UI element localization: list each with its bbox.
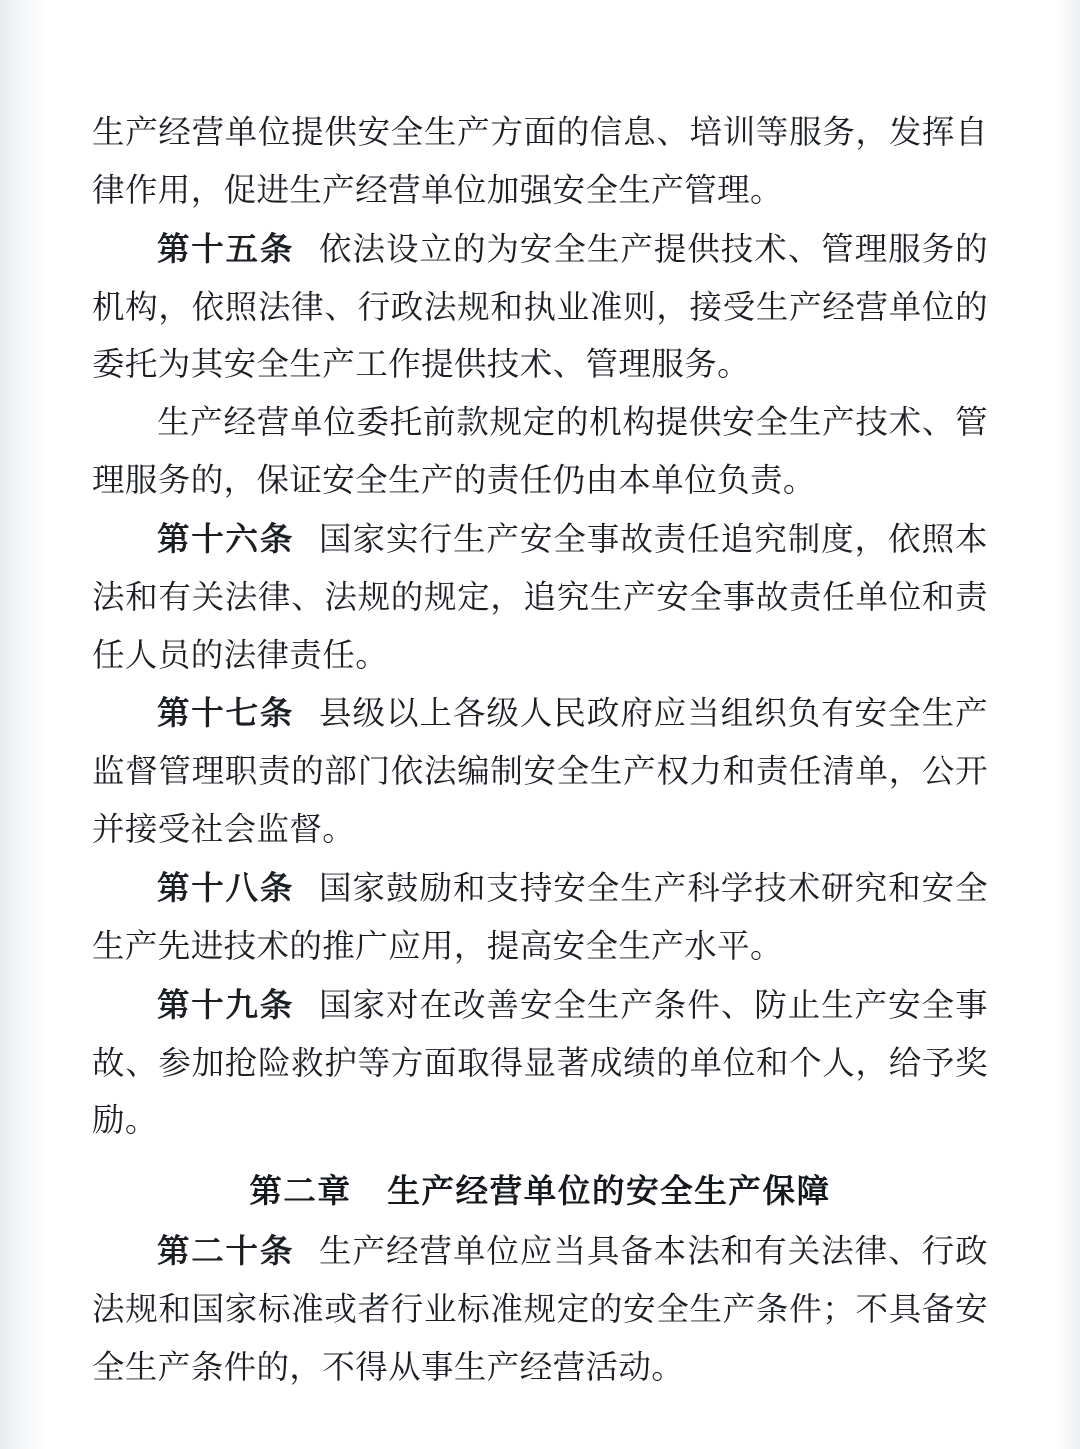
article-label-19: 第十九条 [157, 984, 295, 1024]
paragraph-article-15-second: 生产经营单位委托前款规定的机构提供安全生产技术、管理服务的，保证安全生产的责任仍由本单位负责。 [92, 403, 988, 500]
paragraph-article-19 [92, 976, 988, 1151]
chapter-title: 生产经营单位的安全生产保障 [387, 1171, 831, 1211]
article-text-17: 县级以上各级人民政府应当组织负有安全生产监督管理职责的部门依法编制安全生产权力和责任清单，公开并接受社会监督。 [92, 694, 988, 849]
article-text-16: 国家实行生产安全事故责任追究制度，依照本法和有关法律、法规的规定，追究生产安全事故责任单位和责任人员的法律责任。 [92, 519, 988, 674]
paragraph-article-15 [92, 220, 988, 395]
article-label-18: 第十八条 [157, 867, 295, 907]
paragraph-article-17 [92, 684, 988, 859]
article-text-19: 国家对在改善安全生产条件、防止生产安全事故、参加抢险救护等方面取得显著成绩的单位和个人，给予奖励。 [92, 985, 988, 1140]
article-text-15: 依法设立的为安全生产提供技术、管理服务的机构，依照法律、行政法规和执业准则，接受生产经营单位的委托为其安全生产工作提供技术、管理服务。 [92, 229, 988, 384]
paragraph-article-18 [92, 859, 988, 976]
article-text-20: 生产经营单位应当具备本法和有关法律、行政法规和国家标准或者行业标准规定的安全生产条件；不具备安全生产条件的，不得从事生产经营活动。 [92, 1232, 988, 1386]
article-label-17: 第十七条 [157, 693, 295, 733]
article-label-16: 第十六条 [157, 518, 295, 558]
chapter-number: 第二章 [249, 1171, 352, 1211]
article-label-20: 第二十条 [157, 1231, 295, 1271]
paragraph-article-16 [92, 510, 988, 685]
paragraph-article-20 [92, 1222, 988, 1397]
paragraph-continued: 生产经营单位提供安全生产方面的信息、培训等服务，发挥自律作用，促进生产经营单位加强安全生产管理。 [92, 113, 988, 209]
article-label-15: 第十五条 [157, 228, 295, 268]
article-text-18: 国家鼓励和支持安全生产科学技术研究和安全生产先进技术的推广应用，提高安全生产水平。 [92, 868, 988, 965]
chapter-heading [92, 1162, 988, 1220]
